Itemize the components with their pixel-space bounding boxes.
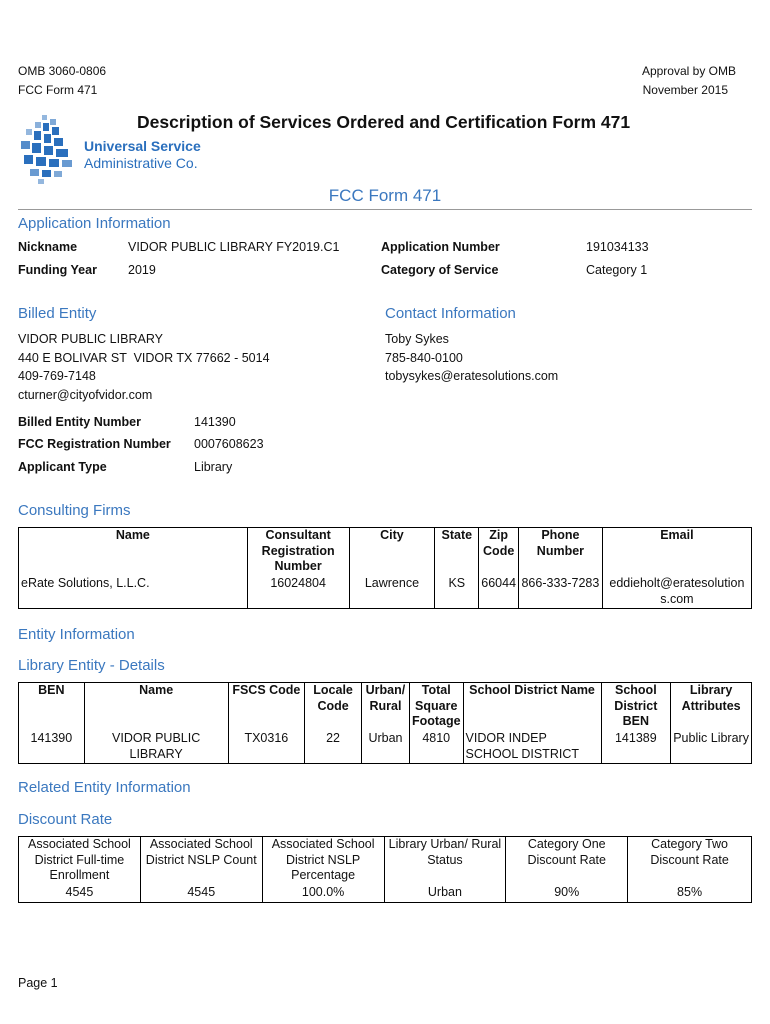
approval-date: November 2015 (642, 83, 728, 97)
application-number-value: 191034133 (586, 240, 649, 254)
cell-square-footage: 4810 (409, 731, 463, 764)
col-enrollment: Associated School District Full-time Enrollment (19, 837, 141, 886)
col-zip: Zip Code (479, 528, 519, 577)
cell-registration: 16024804 (247, 576, 349, 609)
cell-phone: 866-333-7283 (519, 576, 603, 609)
logo-line1: Universal Service (84, 138, 201, 154)
cell-email: eddieholt@eratesolutions.com (602, 576, 751, 609)
contact-name: Toby Sykes (385, 332, 449, 346)
cell-category-one: 90% (506, 885, 628, 903)
col-registration: Consultant Registration Number (247, 528, 349, 577)
table-header-row (19, 683, 752, 732)
cell-fscs: TX0316 (228, 731, 305, 764)
contact-phone: 785-840-0100 (385, 350, 463, 365)
cell-name: VIDOR PUBLIC LIBRARY (84, 731, 228, 764)
cell-name: eRate Solutions, L.L.C. (19, 576, 248, 609)
table-row (19, 885, 752, 903)
discount-table (18, 836, 752, 903)
col-district-ben: School District BEN (601, 683, 671, 732)
consulting-section-title: Consulting Firms (18, 502, 131, 519)
applicant-type-value: Library (194, 460, 233, 474)
page-title: Description of Services Ordered and Certification Form 471 (137, 112, 631, 132)
col-nslp-count: Associated School District NSLP Count (140, 837, 262, 886)
ben-label: Billed Entity Number (18, 415, 141, 429)
contact-block (385, 330, 558, 386)
cell-district-ben: 141389 (601, 731, 671, 764)
col-square-footage: Total Square Footage (409, 683, 463, 732)
page-number: Page 1 (18, 976, 58, 990)
usac-logo-icon (16, 113, 78, 185)
form-title: FCC Form 471 (328, 186, 442, 205)
cell-zip: 66044 (479, 576, 519, 609)
col-category-one: Category One Discount Rate (506, 837, 628, 886)
col-urban-rural: Urban/ Rural (361, 683, 409, 732)
col-urban-rural-status: Library Urban/ Rural Status (384, 837, 506, 886)
omb-number: OMB 3060-0806 (18, 64, 107, 78)
funding-year-label: Funding Year (18, 263, 97, 277)
cell-state: KS (435, 576, 479, 609)
cell-attributes: Public Library (671, 731, 752, 764)
cell-nslp-count: 4545 (140, 885, 262, 903)
nickname-label: Nickname (18, 240, 78, 254)
col-ben: BEN (19, 683, 85, 732)
form-label: FCC Form 471 (18, 83, 98, 97)
fcc-registration-value: 0007608623 (194, 437, 264, 451)
billed-entity-block (18, 330, 270, 404)
fcc-registration-label: FCC Registration Number (18, 437, 171, 451)
applicant-type-label: Applicant Type (18, 460, 107, 474)
col-city: City (349, 528, 435, 577)
cell-ben: 141390 (19, 731, 85, 764)
category-value: Category 1 (586, 263, 648, 277)
billed-entity-address: 440 E BOLIVAR ST VIDOR TX 77662 - 5014 (18, 350, 270, 365)
col-name: Name (84, 683, 228, 732)
cell-nslp-percentage: 100.0% (262, 885, 384, 903)
logo-line2: Administrative Co. (84, 155, 198, 171)
cell-locale: 22 (305, 731, 362, 764)
billed-entity-email: cturner@cityofvidor.com (18, 387, 153, 402)
table-header-row (19, 528, 752, 577)
category-label: Category of Service (381, 263, 499, 277)
entity-section-title: Entity Information (18, 626, 135, 643)
col-state: State (435, 528, 479, 577)
table-row (19, 576, 752, 609)
application-number-label: Application Number (381, 240, 500, 254)
table-row (19, 731, 752, 764)
billed-entity-section-title: Billed Entity (18, 305, 97, 322)
application-section-title: Application Information (18, 215, 171, 232)
library-entity-table (18, 682, 752, 764)
col-locale: Locale Code (305, 683, 362, 732)
table-header-row (19, 837, 752, 886)
funding-year-value: 2019 (128, 263, 156, 277)
contact-section-title: Contact Information (385, 305, 516, 322)
consulting-table (18, 527, 752, 609)
col-email: Email (602, 528, 751, 577)
nickname-value: VIDOR PUBLIC LIBRARY FY2019.C1 (128, 240, 340, 254)
col-phone: Phone Number (519, 528, 603, 577)
col-attributes: Library Attributes (671, 683, 752, 732)
cell-urban-rural: Urban (361, 731, 409, 764)
cell-urban-rural-status: Urban (384, 885, 506, 903)
col-district-name: School District Name (463, 683, 601, 732)
col-name: Name (19, 528, 248, 577)
billed-entity-name: VIDOR PUBLIC LIBRARY (18, 332, 163, 346)
discount-section-title: Discount Rate (18, 811, 113, 828)
contact-email: tobysykes@eratesolutions.com (385, 369, 559, 383)
cell-enrollment: 4545 (19, 885, 141, 903)
col-fscs: FSCS Code (228, 683, 305, 732)
related-entity-section-title: Related Entity Information (18, 779, 191, 796)
approval-text: Approval by OMB (641, 64, 736, 78)
billed-entity-phone: 409-769-7148 (18, 369, 96, 383)
cell-city: Lawrence (349, 576, 435, 609)
ben-value: 141390 (194, 415, 236, 429)
col-category-two: Category Two Discount Rate (628, 837, 752, 886)
library-entity-title: Library Entity - Details (18, 657, 165, 674)
cell-district-name: VIDOR INDEP SCHOOL DISTRICT (463, 731, 601, 764)
col-nslp-percentage: Associated School District NSLP Percentage (262, 837, 384, 886)
cell-category-two: 85% (628, 885, 752, 903)
title-divider (18, 209, 752, 210)
